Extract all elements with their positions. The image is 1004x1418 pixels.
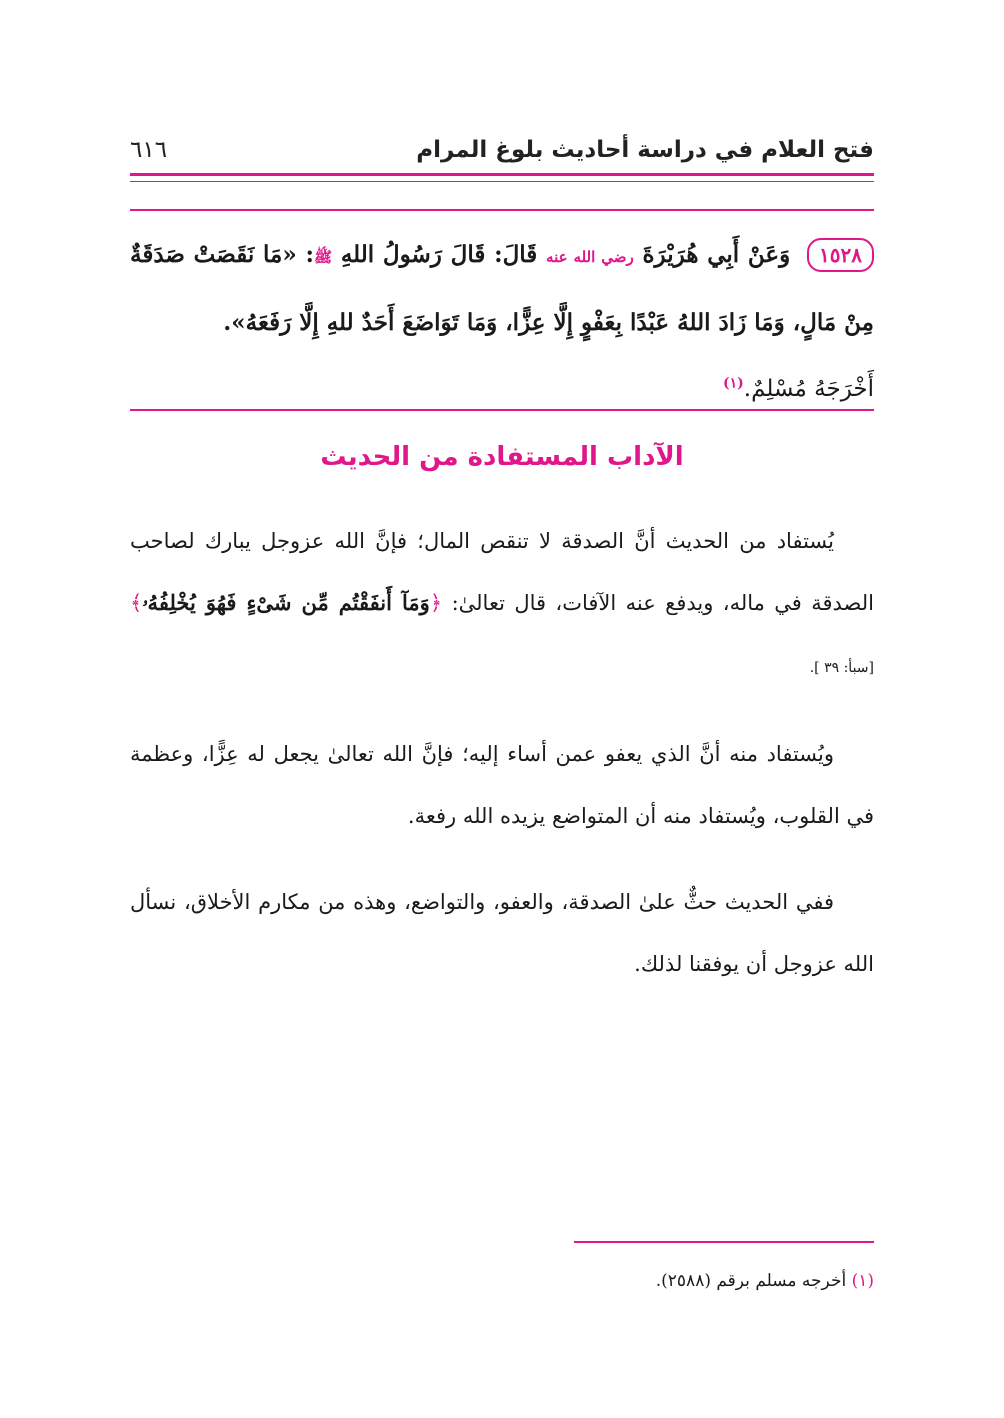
hadith-number-badge: ١٥٢٨ [807,238,874,272]
hadith-bottom-rule [130,409,874,411]
hadith-source: أَخْرَجَهُ مُسْلِمٌ. [743,376,874,402]
paragraph-2: ويُستفاد منه أنَّ الذي يعفو عمن أساء إليه؛ فإنَّ الله تعالىٰ يجعل له عِزًّا، وعظمة في القلوب، ويُستفاد منه أن المتواضع يزيده الله رفعة. [130,742,874,828]
paragraph-1 [130,510,874,699]
prophet-honorific: ﷺ [313,248,333,266]
footnote-text: أخرجه مسلم برقم (٢٥٨٨). [655,1271,847,1291]
page-number: ٦١٦ [130,137,168,163]
running-header [130,128,874,172]
verse-open-bracket: ﴿ [429,591,443,615]
hadith-said: قَالَ: قَالَ رَسُولُ اللهِ [340,241,538,268]
section-title: الآداب المستفادة من الحديث [320,442,684,472]
verse-close-bracket: ﴾ [130,591,143,615]
hadith-block [130,222,874,422]
quran-verse: وَمَآ أَنفَقْتُم مِّن شَىْءٍ فَهُوَ يُخْلِفُهُۥ [142,590,430,615]
paragraph-3: ففي الحديث حثٌّ علىٰ الصدقة، والعفو، والتواضع، وهذه من مكارم الأخلاق، نسأل الله عزوجل أن يوفقنا لذلك. [130,890,874,976]
verse-reference: [سبأ: ٣٩ ]. [809,660,874,676]
book-title: فتح العلام في دراسة أحاديث بلوغ المرام [416,137,874,163]
footnote-rule [574,1241,874,1243]
footnote-reference: (١) [722,375,744,392]
header-rule-thin [130,181,874,182]
hadith-top-rule [130,209,874,211]
paragraph-1-text: يُستفاد من الحديث أنَّ الصدقة لا تنقص المال؛ فإنَّ الله عزوجل يبارك لصاحب الصدقة في ماله، ويدفع عنه الآفات، قال تعالىٰ: [130,529,875,615]
companion-honorific: رضي الله عنه [546,248,634,266]
hadith-text: : «مَا نَقَصَتْ صَدَقَةٌ مِنْ مَالٍ، وَمَا زَادَ اللهُ عَبْدًا بِعَفْوٍ إِلَّا عِزًّا، وَمَا تَوَاضَعَ أَحَدٌ للهِ إِلَّا رَفَعَهُ». [130,241,874,336]
commentary-body [130,510,874,1019]
footnote-number: (١) [851,1271,874,1291]
header-rule-thick [130,173,874,176]
footnote [130,1268,874,1294]
hadith-intro: وَعَنْ أَبِي هُرَيْرَةَ [642,241,791,268]
